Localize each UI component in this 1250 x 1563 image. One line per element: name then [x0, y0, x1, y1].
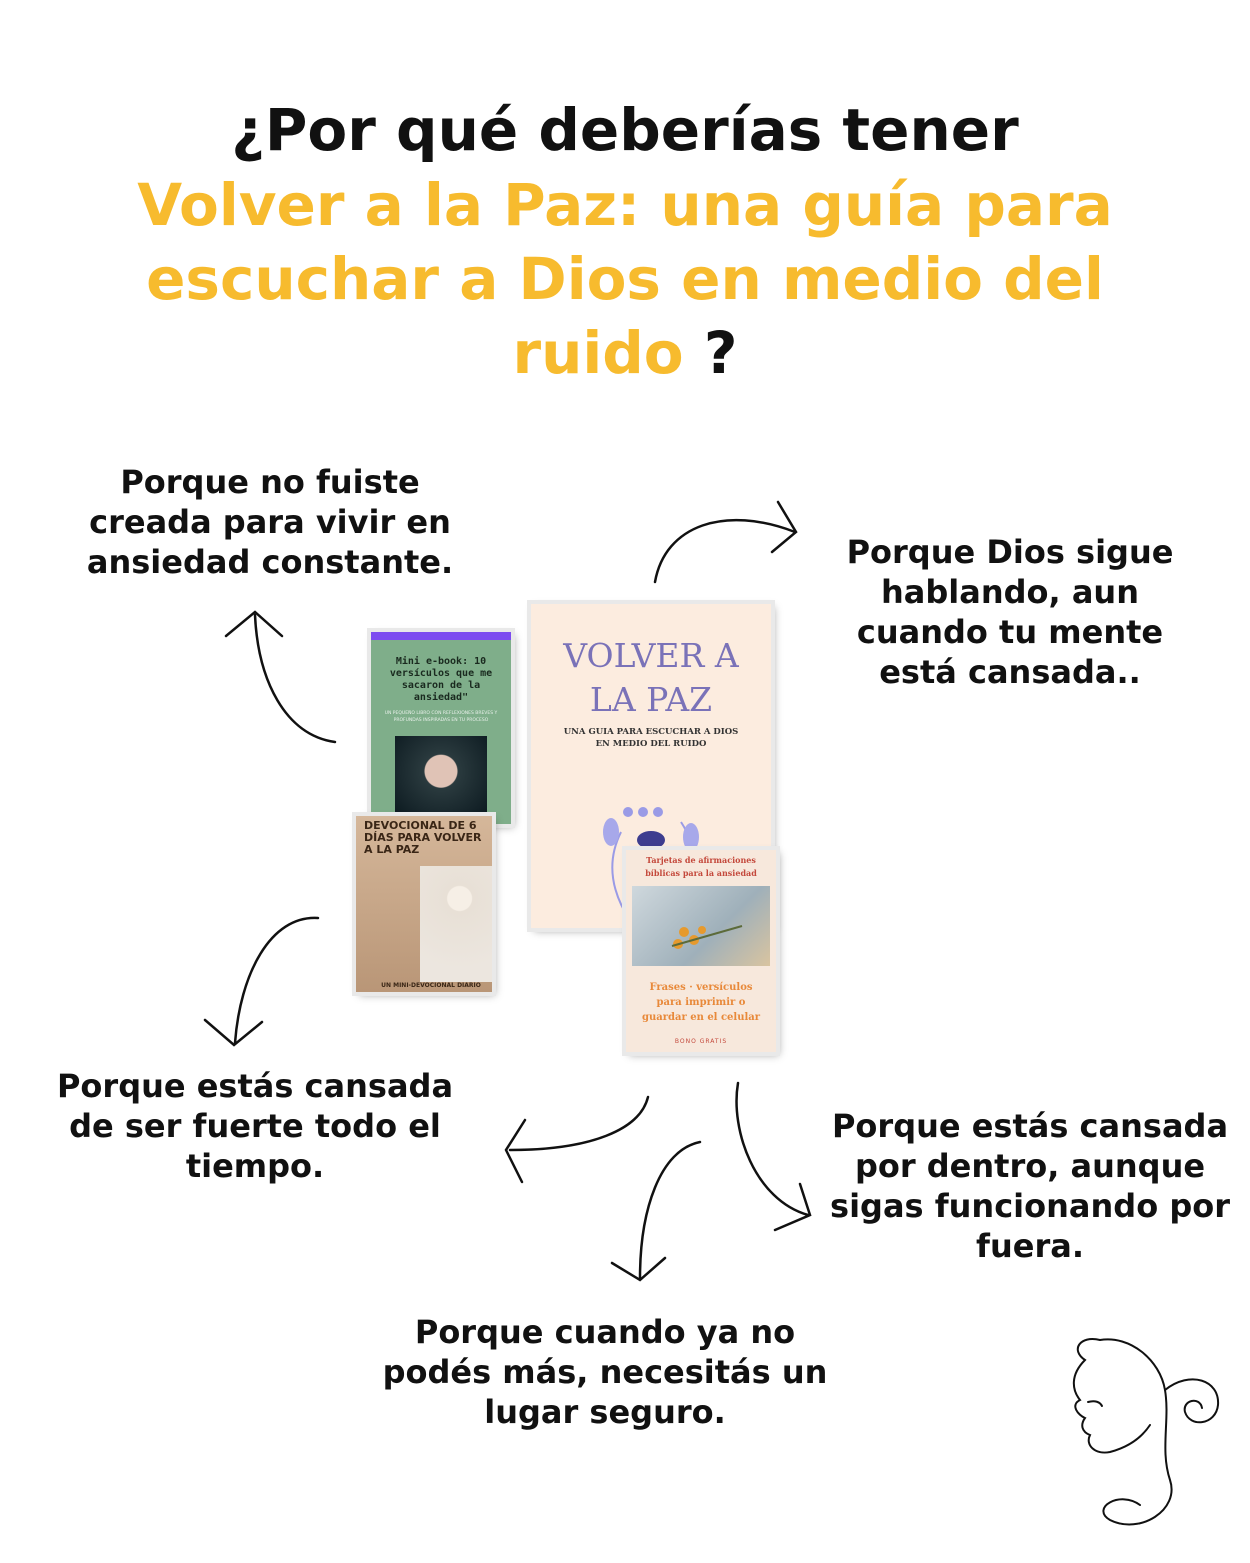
mini-ebook-subtitle: UN PEQUEÑO LIBRO CON REFLEXIONES BREVES Y PROFUNDAS INSPIRADAS EN TU PROCESO: [384, 711, 498, 723]
cards-line-b: para imprimir o: [656, 997, 746, 1008]
mini-ebook-title: Mini e-book: 10 versículos que me sacaron de la ansiedad": [389, 656, 493, 703]
mini-ebook-photo: [395, 736, 487, 824]
devotional-title: DEVOCIONAL DE 6 DÍAS PARA VOLVER A LA PAZ: [364, 819, 482, 856]
cards-footer: BONO GRATIS: [674, 1038, 728, 1045]
face-line-art-icon: [1040, 1330, 1230, 1550]
cards-line-a: Frases · versículos: [649, 982, 753, 993]
cards-photo: [632, 886, 770, 966]
arrow-lower-center-icon: [612, 1142, 700, 1280]
devotional-photo: [420, 866, 492, 982]
book-affirmation-cards: [626, 850, 776, 1052]
arrow-top-right-icon: [655, 502, 796, 582]
cards-title: Tarjetas de afirmaciones bíblicas para la ansiedad: [645, 855, 757, 878]
reason-top-left: Porque no fuiste creada para vivir en ansiedad constante.: [86, 463, 454, 581]
reason-bottom: Porque cuando ya no podés más, necesitás un lugar seguro.: [382, 1313, 828, 1431]
arrow-top-left-icon: [226, 612, 335, 742]
book-mini-ebook: [371, 632, 511, 824]
arrow-lower-left-icon: [506, 1097, 648, 1182]
cards-lines: [630, 980, 772, 1025]
arrow-middle-left-icon: [205, 918, 318, 1045]
main-book-subtitle: UNA GUIA PARA ESCUCHAR A DIOS EN MEDIO DEL RUIDO: [563, 727, 739, 749]
reason-top-right: Porque Dios sigue hablando, aun cuando tu mente está cansada..: [846, 533, 1174, 691]
reason-middle-left: Porque estás cansada de ser fuerte todo el tiempo.: [56, 1067, 454, 1185]
reason-middle-right: Porque estás cansada por dentro, aunque sigas funcionando por fuera.: [830, 1107, 1230, 1265]
page-title: ¿Por qué deberías tener: [231, 96, 1019, 164]
flowers-icon: [632, 886, 770, 966]
main-book-title: VOLVER A LA PAZ: [563, 636, 739, 719]
book-devotional: [356, 816, 492, 992]
product-title-highlight: Volver a la Paz: una guía para escuchar a Dios en medio del ruido: [137, 171, 1113, 387]
cards-line-c: guardar en el celular: [641, 1012, 761, 1023]
question-mark: ?: [703, 319, 738, 387]
devotional-footer: UN MINI-DEVOCIONAL DIARIO: [381, 982, 481, 989]
arrow-lower-right-icon: [737, 1083, 810, 1230]
